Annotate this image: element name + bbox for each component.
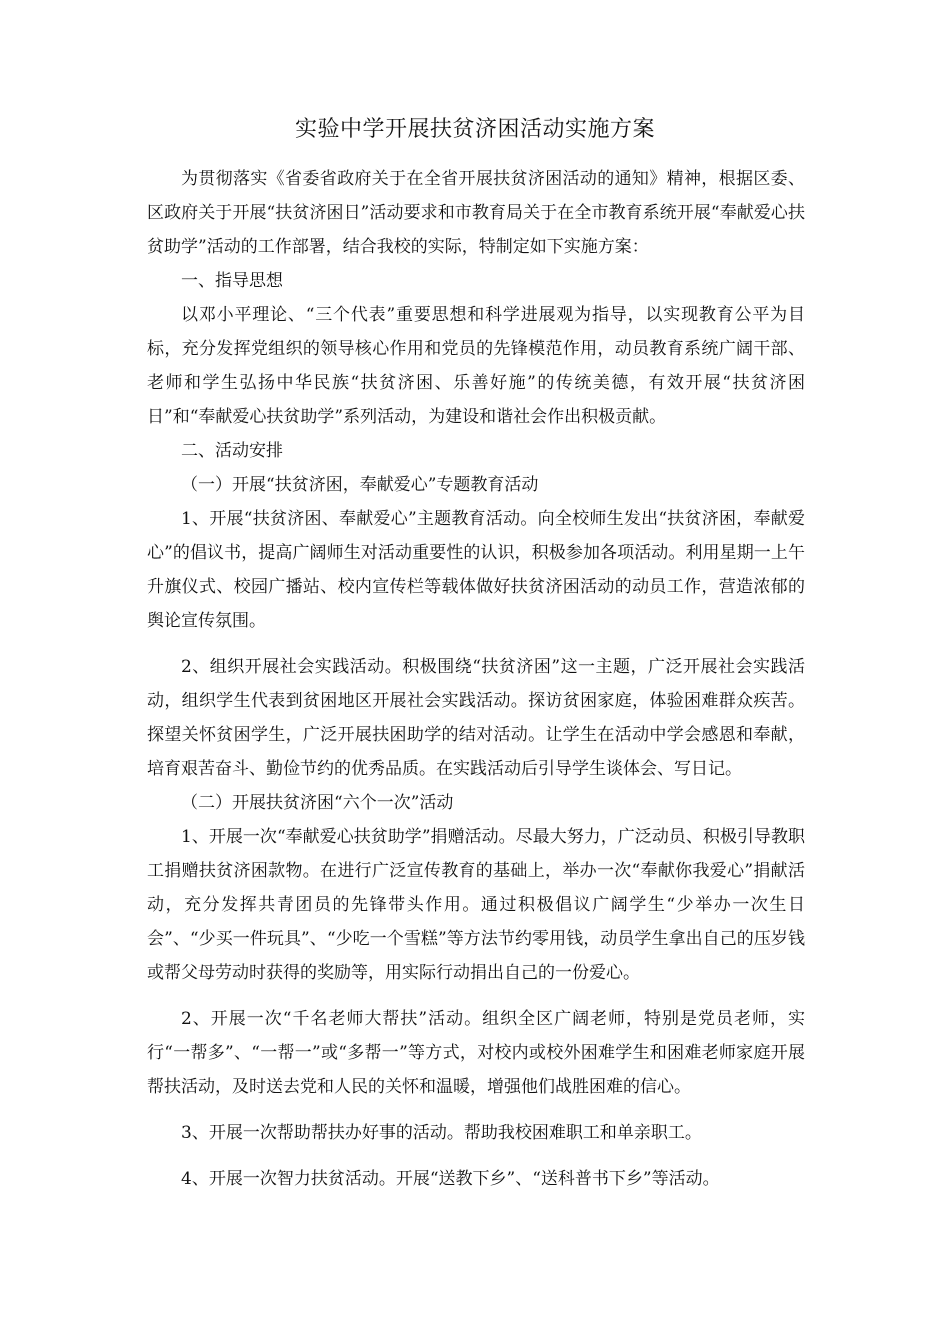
list-item: 1、开展“扶贫济困、奉献爱心”主题教育活动。向全校师生发出“扶贫济困，奉献爱心”的倡议书，提高广阔师生对活动重要性的认识，积极参加各项活动。利用星期一上午升旗仪式、校园广播站、校内宣传栏等载体做好扶贫济困活动的动员工作，营造浓郁的舆论宣传氛围。 <box>147 509 805 631</box>
section-heading-guiding-ideology: 一、指导思想 <box>181 271 283 291</box>
subsection-heading-six-activities: （二）开展扶贫济困“六个一次”活动 <box>181 793 454 813</box>
list-item: 4、开展一次智力扶贫活动。开展“送教下乡”、“送科普书下乡”等活动。 <box>181 1169 720 1189</box>
document-title: 实验中学开展扶贫济困活动实施方案 <box>294 117 655 142</box>
intro-paragraph: 为贯彻落实《省委省政府关于在全省开展扶贫济困活动的通知》精神，根据区委、区政府关于开展“扶贫济困日”活动要求和市教育局关于在全市教育系统开展“奉献爱心扶贫助学”活动的工作部署，结合我校的实际，特制定如下实施方案： <box>147 169 805 257</box>
list-item: 2、组织开展社会实践活动。积极围绕“扶贫济困”这一主题，广泛开展社会实践活动，组织学生代表到贫困地区开展社会实践活动。探访贫困家庭，体验困难群众疾苦。探望关怀贫困学生，广泛开展扶困助学的结对活动。让学生在活动中学会感恩和奉献，培育艰苦奋斗、勤俭节约的优秀品质。在实践活动后引导学生谈体会、写日记。 <box>147 657 805 779</box>
section-heading-activity-arrangement: 二、活动安排 <box>181 441 283 461</box>
list-item: 2、开展一次“千名老师大帮扶”活动。组织全区广阔老师，特别是党员老师，实行“一帮多”、“一帮一”或“多帮一”等方式，对校内或校外困难学生和困难老师家庭开展帮扶活动，及时送去党和人民的关怀和温暖，增强他们战胜困难的信心。 <box>147 1009 805 1097</box>
document-body <box>147 162 805 1196</box>
list-item: 1、开展一次“奉献爱心扶贫助学”捐赠活动。尽最大努力，广泛动员、积极引导教职工捐赠扶贫济困款物。在进行广泛宣传教育的基础上，举办一次“奉献你我爱心”捐献活动，充分发挥共青团员的先锋带头作用。通过积极倡议广阔学生“少举办一次生日会”、“少买一件玩具”、“少吃一个雪糕”等方法节约零用钱，动员学生拿出自己的压岁钱或帮父母劳动时获得的奖励等，用实际行动捐出自己的一份爱心。 <box>147 827 805 983</box>
list-item: 3、开展一次帮助帮扶办好事的活动。帮助我校困难职工和单亲职工。 <box>181 1123 702 1143</box>
guiding-ideology-paragraph: 以邓小平理论、“三个代表”重要思想和科学进展观为指导，以实现教育公平为目标，充分发挥党组织的领导核心作用和党员的先锋模范作用，动员教育系统广阔干部、老师和学生弘扬中华民族“扶贫济困、乐善好施”的传统美德，有效开展“扶贫济困日”和“奉献爱心扶贫助学”系列活动，为建设和谐社会作出积极贡献。 <box>147 305 805 427</box>
subsection-heading-education-activity: （一）开展“扶贫济困，奉献爱心”专题教育活动 <box>181 475 539 495</box>
